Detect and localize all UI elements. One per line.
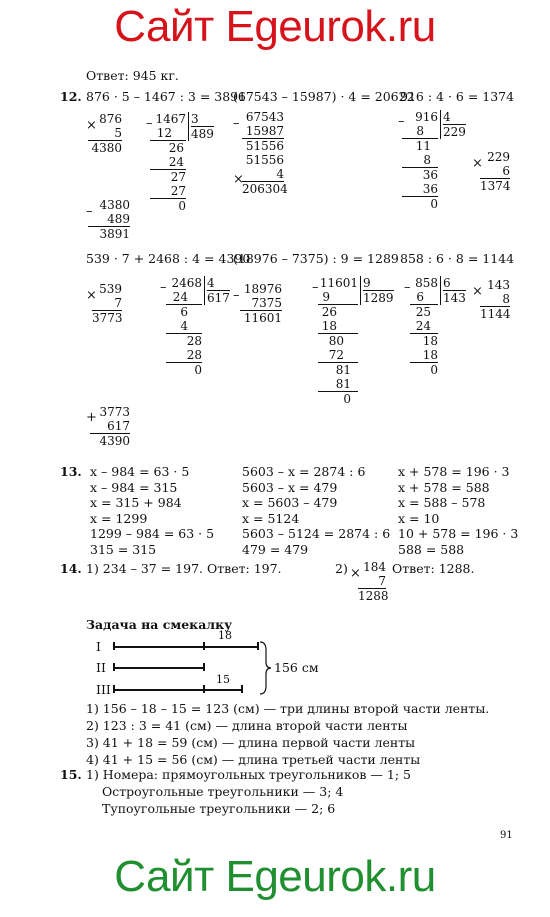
calc-184x7 — [358, 560, 389, 603]
segment-value-18: 18 — [218, 629, 232, 642]
calc-line: 27 — [150, 184, 186, 199]
task-15-line-3: Тупоугольные треугольники — 2; 6 — [102, 801, 336, 816]
tick-mark — [113, 642, 115, 650]
calc-line: 9 — [318, 290, 358, 305]
calc-line: 36 — [422, 168, 438, 182]
task-15-line-1: 1) Номера: прямоугольных треугольников — 1; 5 — [86, 767, 411, 782]
calc-line: 26 — [321, 305, 337, 319]
task-15-number: 15. — [60, 767, 82, 782]
calc-line: 0 — [343, 392, 351, 406]
times-sign: × — [350, 566, 361, 581]
calc-quotient: 1289 — [363, 291, 394, 305]
task-13-column-1 — [90, 464, 214, 557]
calc-line: 25 — [415, 305, 431, 319]
calc-2468-div-4 — [166, 276, 202, 377]
calc-divisor-block — [188, 112, 214, 141]
calc-line: 4380 — [91, 141, 122, 155]
calc-line: 8 — [402, 153, 438, 168]
calc-line: 15987 — [242, 124, 284, 139]
calc-line: 8 — [402, 124, 438, 139]
equation-line: x – 984 = 63 · 5 — [90, 464, 190, 479]
equation-line: 5603 – x = 479 — [242, 479, 338, 495]
calc-line: 24 — [150, 155, 186, 170]
task-13-number: 13. — [60, 464, 82, 479]
equation-line: 588 = 588 — [398, 541, 465, 557]
calc-line: 229 — [487, 150, 510, 164]
calc-divisor-block — [204, 276, 230, 305]
calc-line: 1288 — [358, 589, 389, 603]
task-14-part-2-label: 2) — [335, 561, 348, 576]
total-brace — [258, 640, 272, 696]
task-12-number: 12. — [60, 89, 82, 104]
calc-divisor-block — [440, 110, 466, 139]
minus-sign: – — [233, 288, 240, 303]
calc-line: 8 — [480, 292, 510, 307]
total-length: 156 см — [274, 660, 319, 675]
previous-answer: Ответ: 945 кг. — [86, 68, 179, 83]
calc-line: 143 — [487, 278, 510, 292]
solution-step: 4) 41 + 15 = 56 (см) — длина третьей части ленты — [86, 752, 421, 767]
task-12-expr-5: (18976 – 7375) : 9 = 1289 — [233, 251, 399, 266]
solution-step: 1) 156 – 18 – 15 = 123 (см) — три длины второй части ленты. — [86, 701, 490, 716]
calc-858-div-6 — [410, 276, 438, 377]
calc-line: 18 — [422, 334, 438, 348]
times-sign: × — [233, 172, 244, 187]
calc-18976-minus-7375 — [240, 282, 282, 325]
minus-sign: – — [233, 116, 240, 131]
calc-line: 7375 — [240, 296, 282, 311]
task-12-expr-1: 876 · 5 – 1467 : 3 = 3891 — [86, 89, 247, 104]
calc-divisor: 9 — [363, 276, 394, 291]
task-12-expr-6: 858 : 6 · 8 = 1144 — [400, 251, 515, 266]
calc-divisor: 4 — [443, 110, 466, 125]
calc-143x8 — [480, 278, 510, 321]
calc-line: 1144 — [480, 307, 511, 321]
calc-line: 5 — [88, 126, 122, 141]
calc-line: 0 — [178, 199, 186, 213]
calc-line: 3891 — [99, 227, 130, 241]
calc-line: 27 — [170, 170, 186, 184]
times-sign: × — [472, 284, 483, 299]
calc-line: 3773 — [99, 405, 130, 419]
calc-67543-minus-15987 — [242, 110, 288, 196]
equation-line: 479 = 479 — [242, 541, 309, 557]
equation-line: x + 578 = 588 — [398, 479, 490, 495]
tick-mark — [203, 642, 205, 650]
plus-sign: + — [86, 410, 97, 425]
ribbon-3-line — [114, 689, 242, 691]
calc-line: 7 — [358, 574, 386, 589]
segment-label-3: III — [96, 682, 111, 697]
task-12-expr-3: 916 : 4 · 6 = 1374 — [400, 89, 515, 104]
ribbon-2-line — [114, 667, 204, 669]
task-13-column-3 — [398, 464, 518, 557]
calc-11601-div-9 — [318, 276, 358, 406]
calc-line: 18 — [318, 319, 358, 334]
minus-sign: – — [146, 116, 153, 131]
calc-line: 28 — [186, 334, 202, 348]
calc-divisor: 3 — [191, 112, 214, 127]
equation-line: 5603 – 5124 = 2874 : 6 — [242, 526, 391, 541]
equation-line: x = 315 + 984 — [90, 495, 182, 510]
equation-line: x = 5124 — [242, 510, 300, 526]
calc-line: 6 — [180, 305, 188, 319]
puzzle-solution — [86, 700, 489, 768]
calc-quotient: 489 — [191, 127, 214, 141]
times-sign: × — [86, 118, 97, 133]
task-12-expr-4: 539 · 7 + 2468 : 4 = 4390 — [86, 251, 251, 266]
equation-line: x = 10 — [398, 510, 440, 526]
equation-line: 315 = 315 — [90, 541, 157, 557]
calc-line: 24 — [410, 319, 438, 334]
minus-sign: – — [404, 280, 411, 295]
calc-line: 18976 — [243, 282, 282, 296]
calc-line: 7 — [92, 296, 122, 311]
segment-label-1: I — [96, 639, 101, 654]
task-12-expr-2: (67543 – 15987) · 4 = 20622 — [233, 89, 415, 104]
calc-line: 80 — [328, 334, 344, 348]
calc-229x6 — [480, 150, 510, 193]
calc-line: 28 — [166, 348, 202, 363]
ribbon-1-line — [114, 646, 258, 648]
minus-sign: – — [312, 280, 319, 295]
calc-line: 24 — [166, 290, 202, 305]
calc-line: 51556 — [245, 153, 284, 167]
equation-line: x = 588 – 578 — [398, 495, 486, 510]
solution-step: 2) 123 : 3 = 41 (см) — длина второй части ленты — [86, 718, 408, 733]
tick-mark — [113, 663, 115, 671]
calc-line: 81 — [318, 377, 358, 392]
tick-mark — [203, 663, 205, 671]
calc-1467-div-3 — [150, 112, 186, 213]
calc-line: 11601 — [243, 311, 282, 325]
calc-line: 4 — [166, 319, 202, 334]
task-14-number: 14. — [60, 561, 82, 576]
calc-line: 858 — [415, 276, 438, 290]
calc-line: 916 — [415, 110, 438, 124]
minus-sign: – — [398, 114, 405, 129]
calc-divisor: 6 — [443, 276, 466, 291]
calc-line: 617 — [90, 419, 130, 434]
site-banner-top: Сайт Egeurok.ru — [114, 2, 436, 51]
calc-line: 36 — [402, 182, 438, 197]
calc-line: 11601 — [319, 276, 358, 290]
calc-line: 2468 — [171, 276, 202, 290]
calc-line: 876 — [99, 112, 122, 126]
calc-line: 539 — [99, 282, 122, 296]
calc-line: 11 — [415, 139, 431, 153]
calc-divisor-block — [440, 276, 466, 305]
calc-line: 0 — [194, 363, 202, 377]
equation-line: x + 578 = 196 · 3 — [398, 464, 510, 479]
minus-sign: – — [86, 204, 93, 219]
calc-line: 6 — [410, 290, 438, 305]
calc-line: 72 — [318, 348, 358, 363]
site-banner-bottom: Сайт Egeurok.ru — [114, 852, 436, 901]
calc-line: 489 — [88, 212, 130, 227]
calc-quotient: 143 — [443, 291, 466, 305]
task-13-column-2 — [242, 464, 390, 557]
segment-value-15: 15 — [216, 673, 230, 686]
calc-divisor: 4 — [207, 276, 230, 291]
tick-mark — [241, 685, 243, 693]
equation-line: x – 984 = 315 — [90, 479, 178, 495]
solution-step: 3) 41 + 18 = 59 (см) — длина первой части ленты — [86, 735, 416, 750]
puzzle-title: Задача на смекалку — [86, 617, 233, 632]
calc-line: 206304 — [242, 182, 288, 196]
equation-line: 10 + 578 = 196 · 3 — [398, 526, 519, 541]
calc-line: 67543 — [245, 110, 284, 124]
tick-mark — [113, 685, 115, 693]
calc-line: 12 — [150, 126, 186, 141]
calc-line: 1374 — [480, 179, 511, 193]
calc-line: 26 — [168, 141, 184, 155]
page-number: 91 — [500, 830, 513, 841]
task-14-part-1: 1) 234 – 37 = 197. Ответ: 197. — [86, 561, 282, 576]
calc-line: 1467 — [155, 112, 186, 126]
equation-line: 5603 – x = 2874 : 6 — [242, 464, 366, 479]
calc-4380-minus-489 — [88, 198, 130, 241]
calc-line: 184 — [363, 560, 386, 574]
segment-label-2: II — [96, 660, 106, 675]
calc-line: 51556 — [245, 139, 284, 153]
equation-line: 1299 – 984 = 63 · 5 — [90, 526, 215, 541]
calc-line: 0 — [430, 197, 438, 211]
calc-line: 4380 — [99, 198, 130, 212]
calc-line: 3773 — [92, 311, 123, 325]
task-15-line-2: Остроугольные треугольники — 3; 4 — [102, 784, 344, 799]
calc-line: 4390 — [99, 434, 130, 448]
calc-quotient: 229 — [443, 125, 466, 139]
calc-916-div-4 — [402, 110, 438, 211]
calc-line: 81 — [335, 363, 351, 377]
calc-line: 18 — [410, 348, 438, 363]
minus-sign: – — [160, 280, 167, 295]
calc-quotient: 617 — [207, 291, 230, 305]
equation-line: x = 1299 — [90, 510, 148, 526]
calc-line: 6 — [480, 164, 510, 179]
calc-divisor-block — [360, 276, 394, 305]
calc-line: 0 — [430, 363, 438, 377]
equation-line: x = 5603 – 479 — [242, 495, 338, 510]
times-sign: × — [86, 288, 97, 303]
times-sign: × — [472, 156, 483, 171]
tick-mark — [203, 685, 205, 693]
calc-line: 4 — [242, 167, 284, 182]
task-14-part-2-answer: Ответ: 1288. — [392, 561, 475, 576]
